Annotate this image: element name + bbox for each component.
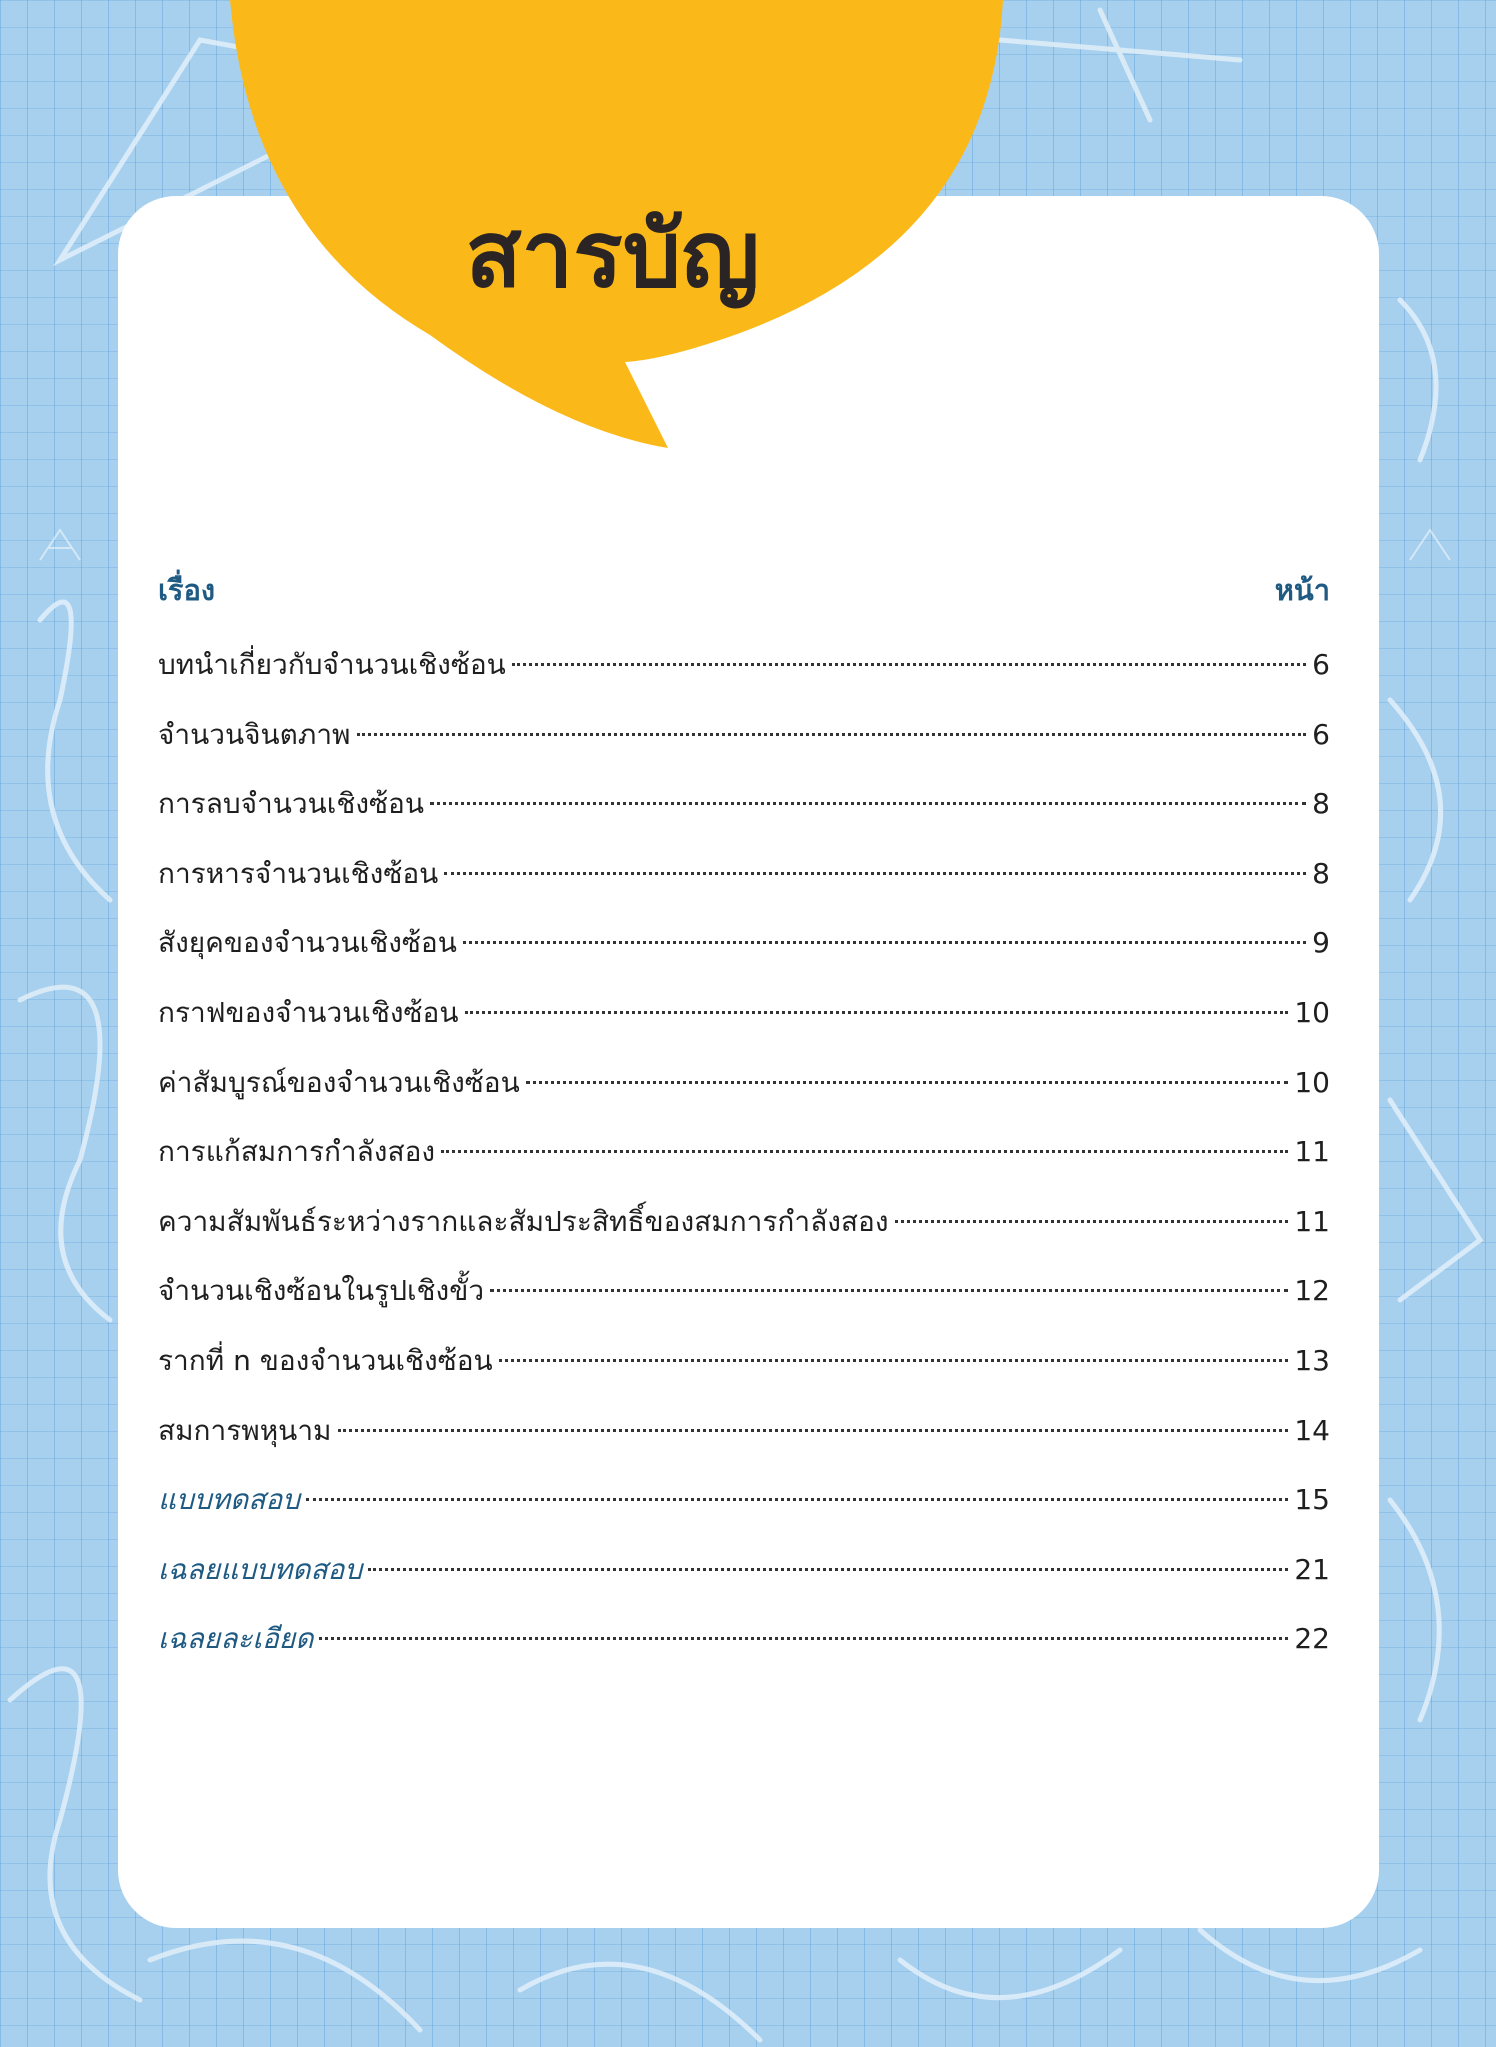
toc-header-page: หน้า xyxy=(1274,573,1330,607)
toc-entry-label: การหารจำนวนเชิงซ้อน xyxy=(158,856,439,890)
dot-leader xyxy=(441,1150,1288,1153)
toc-entry-quiz[interactable] xyxy=(158,1465,1330,1535)
toc-header xyxy=(158,560,1330,620)
toc-entry-quiz-answers[interactable] xyxy=(158,1535,1330,1605)
toc-entry[interactable] xyxy=(158,769,1330,839)
toc-entry-label: แบบทดสอบ xyxy=(158,1483,300,1517)
dot-leader xyxy=(512,663,1306,666)
toc-entry-page: 12 xyxy=(1294,1274,1330,1308)
toc-entry[interactable] xyxy=(158,839,1330,909)
toc-entry[interactable] xyxy=(158,700,1330,770)
toc-entry-label: เฉลยแบบทดสอบ xyxy=(158,1552,363,1586)
toc-entry-page: 8 xyxy=(1312,856,1330,890)
toc-entry-page: 6 xyxy=(1312,717,1330,751)
toc-entry-label: จำนวนเชิงซ้อนในรูปเชิงขั้ว xyxy=(158,1274,485,1308)
dot-leader xyxy=(463,941,1306,944)
dot-leader xyxy=(319,1637,1288,1640)
page-title: สารบัญ xyxy=(465,201,760,308)
dot-leader xyxy=(895,1220,1289,1223)
toc-entry-label: จำนวนจินตภาพ xyxy=(158,717,351,751)
toc-entry[interactable] xyxy=(158,978,1330,1048)
dot-leader xyxy=(357,733,1307,736)
dot-leader xyxy=(444,872,1306,875)
toc-entry-label: สังยุคของจำนวนเชิงซ้อน xyxy=(158,926,457,960)
toc-entry-label: การลบจำนวนเชิงซ้อน xyxy=(158,787,424,821)
toc-entry-label: รากที่ n ของจำนวนเชิงซ้อน xyxy=(158,1343,493,1377)
toc-entry-page: 21 xyxy=(1294,1552,1330,1586)
table-of-contents xyxy=(158,560,1330,1674)
toc-entry[interactable] xyxy=(158,1048,1330,1118)
toc-entry-detailed-answers[interactable] xyxy=(158,1604,1330,1674)
toc-entry[interactable] xyxy=(158,1117,1330,1187)
toc-entry-page: 8 xyxy=(1312,787,1330,821)
toc-entry-label: ความสัมพันธ์ระหว่างรากและสัมประสิทธิ์ของสมการกำลังสอง xyxy=(158,1204,889,1238)
toc-entry[interactable] xyxy=(158,1256,1330,1326)
dot-leader xyxy=(338,1429,1289,1432)
toc-entry[interactable] xyxy=(158,1326,1330,1396)
dot-leader xyxy=(526,1081,1289,1084)
dot-leader xyxy=(465,1011,1289,1014)
toc-entry-label: บทนำเกี่ยวกับจำนวนเชิงซ้อน xyxy=(158,648,506,681)
toc-entry-label: สมการพหุนาม xyxy=(158,1413,332,1447)
dot-leader xyxy=(368,1568,1288,1571)
toc-entry-page: 13 xyxy=(1294,1343,1330,1377)
toc-entry[interactable] xyxy=(158,1187,1330,1257)
toc-entry[interactable] xyxy=(158,630,1330,700)
toc-entry-page: 10 xyxy=(1294,995,1330,1029)
toc-entry-page: 11 xyxy=(1294,1204,1330,1238)
toc-entry-page: 10 xyxy=(1294,1065,1330,1099)
toc-header-topic: เรื่อง xyxy=(158,573,216,607)
dot-leader xyxy=(490,1289,1288,1292)
toc-entry-label: กราฟของจำนวนเชิงซ้อน xyxy=(158,995,459,1029)
toc-entry-label: การแก้สมการกำลังสอง xyxy=(158,1135,436,1169)
toc-entry-page: 14 xyxy=(1294,1413,1330,1447)
dot-leader xyxy=(499,1359,1289,1362)
toc-entry-label: ค่าสัมบูรณ์ของจำนวนเชิงซ้อน xyxy=(158,1065,520,1099)
dot-leader xyxy=(306,1498,1288,1501)
toc-entry-page: 22 xyxy=(1294,1622,1330,1656)
toc-entry-page: 9 xyxy=(1312,926,1330,960)
toc-entry[interactable] xyxy=(158,908,1330,978)
toc-entry-page: 15 xyxy=(1294,1483,1330,1517)
dot-leader xyxy=(430,802,1306,805)
toc-entry[interactable] xyxy=(158,1396,1330,1466)
toc-entry-label: เฉลยละเอียด xyxy=(158,1622,314,1656)
toc-entry-page: 11 xyxy=(1294,1135,1330,1169)
toc-entry-page: 6 xyxy=(1312,648,1330,681)
